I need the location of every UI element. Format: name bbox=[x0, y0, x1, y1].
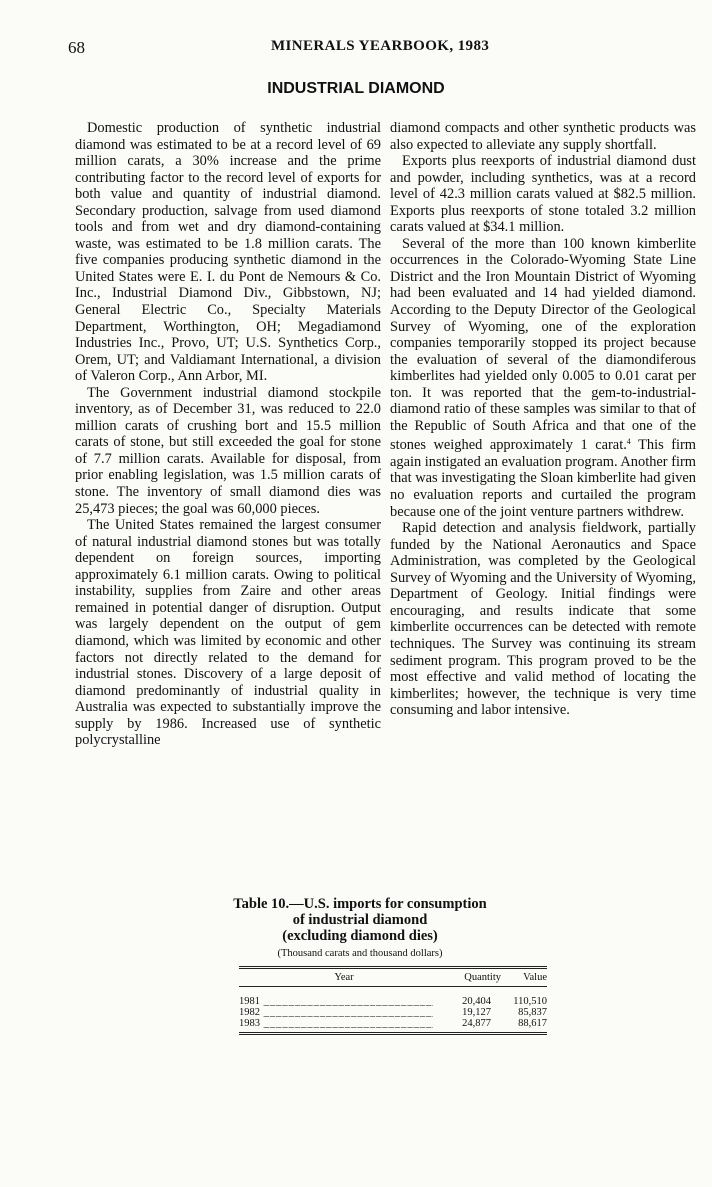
paragraph-remote-sensing: Rapid detection and analysis fieldwork, partially funded by the National Aeronautics and Space Administration, was completed by the Geological Survey of Wyoming and the University of Wyoming, Department of Geology. Initial findings were encouraging, and results indicate that some kimberlite occurrences can be detected with remote techniques. The Survey was continuing its stream sediment program. This program proved to be the most effective and valid method of locating the kimberlites; however, the technique is very time consuming and labor intensive. bbox=[390, 520, 696, 719]
table-row bbox=[239, 1018, 547, 1029]
row-value: 110,510 bbox=[513, 996, 547, 1007]
table-body bbox=[239, 987, 547, 1032]
row-year: 1981 _____ bbox=[239, 996, 433, 1007]
paragraph-natural-consumption: The United States remained the largest consumer of natural industrial diamond stones but was totally dependent on foreign sources, importing approximately 6.1 million carats. Owing to political instability, supplies from Zaire and other areas remained in potential danger of disruption. Output was largely dependent on the output of gem diamond, which was limited by economic and other factors not directly related to the demand for industrial stones. Discovery of a large deposit of diamond predominantly of industrial quality in Australia was expected to substantially improve the supply by 1986. Increased use of synthetic polycrystalline bbox=[75, 517, 381, 749]
table-title-line: Table 10.—U.S. imports for consumption bbox=[233, 896, 487, 912]
table-header-row bbox=[239, 969, 547, 986]
table-row bbox=[239, 996, 547, 1007]
column-header-value: Value bbox=[523, 972, 547, 983]
kimberlite-text-b: This firm again instigated an evaluation program. Another firm that was investigating the Sloan kimberlite had given no evaluation reports and curtailed the program because one of the joint venture partners withdrew. bbox=[390, 437, 696, 520]
paragraph-continuation: diamond compacts and other synthetic products was also expected to alleviate any supply shortfall. bbox=[390, 120, 696, 153]
column-header-year: Year bbox=[334, 972, 354, 983]
row-quantity: 19,127 bbox=[462, 1007, 491, 1018]
table-row bbox=[239, 1007, 547, 1018]
kimberlite-text-a: Several of the more than 100 known kimberlite occurrences in the Colorado-Wyoming State Line District and the Iron Mountain District of Wyoming had been evaluated and 14 had yielded diamond. According to the Deputy Director of the Geological Survey of Wyoming, one of the exploration companies temporarily stopped its project because the evaluation of several of the diamondiferous kimberlites had yielded only 0.005 to 0.01 carat per ton. It was reported that the gem-to-industrial-diamond ratio of these samples was similar to that of the Republic of South Africa and that one of the stones weighed approximately 1 carat. bbox=[390, 235, 696, 454]
column-header-quantity: Quantity bbox=[464, 972, 501, 983]
imports-table bbox=[239, 966, 547, 1035]
row-value: 85,837 bbox=[518, 1007, 547, 1018]
table-title-line: (excluding diamond dies) bbox=[282, 928, 438, 944]
row-year: 1983 _____ bbox=[239, 1018, 433, 1029]
left-column bbox=[75, 120, 381, 749]
table-subtitle: (Thousand carats and thousand dollars) bbox=[277, 948, 443, 959]
row-quantity: 20,404 bbox=[462, 996, 491, 1007]
row-value: 88,617 bbox=[518, 1018, 547, 1029]
row-quantity: 24,877 bbox=[462, 1018, 491, 1029]
section-title: INDUSTRIAL DIAMOND bbox=[267, 80, 445, 97]
paragraph-stockpile: The Government industrial diamond stockpile inventory, as of December 31, was reduced to 22.0 million carats of crushing bort and 15.5 million carats of stone, but still exceeded the goal for stone of 7.7 million carats. Available for disposal, from prior enabling legislation, was 1.5 million carats of stone. The inventory of small diamond dies was 25,473 pieces; the goal was 60,000 pieces. bbox=[75, 384, 381, 517]
page-number: 68 bbox=[68, 38, 85, 57]
running-header: MINERALS YEARBOOK, 1983 bbox=[271, 38, 490, 54]
table-title-line: of industrial diamond bbox=[292, 912, 428, 928]
paragraph-exports: Exports plus reexports of industrial diamond dust and powder, including synthetics, was at a record level of 42.3 million carats valued at $82.5 million. Exports plus reexports of stone totaled 3.2 million carats valued at $34.1 million. bbox=[390, 153, 696, 236]
footnote-reference[interactable]: 4 bbox=[626, 437, 631, 447]
paragraph-kimberlite bbox=[390, 236, 696, 520]
right-column bbox=[390, 120, 696, 719]
table-title bbox=[180, 896, 540, 944]
row-year: 1982 _____ bbox=[239, 1007, 433, 1018]
paragraph-synthetic-production: Domestic production of synthetic industrial diamond was estimated to be at a record level of 69 million carats, a 30% increase and the prime contributing factor to the record level of exports for both value and quantity of industrial diamond. Secondary production, salvage from used diamond tools and from wet and dry diamond-containing waste, was estimated to be 1.8 million carats. The five companies producing synthetic diamond in the United States were E. I. du Pont de Nemours & Co. Inc., Industrial Diamond Div., Gibbstown, NJ; General Electric Co., Specialty Materials Department, Worthington, OH; Megadiamond Industries Inc., Provo, UT; U.S. Synthetics Corp., Orem, UT; and Valdiamant International, a division of Valeron Corp., Ann Arbor, MI. bbox=[75, 120, 381, 385]
table-bottom-rule bbox=[239, 1032, 547, 1035]
